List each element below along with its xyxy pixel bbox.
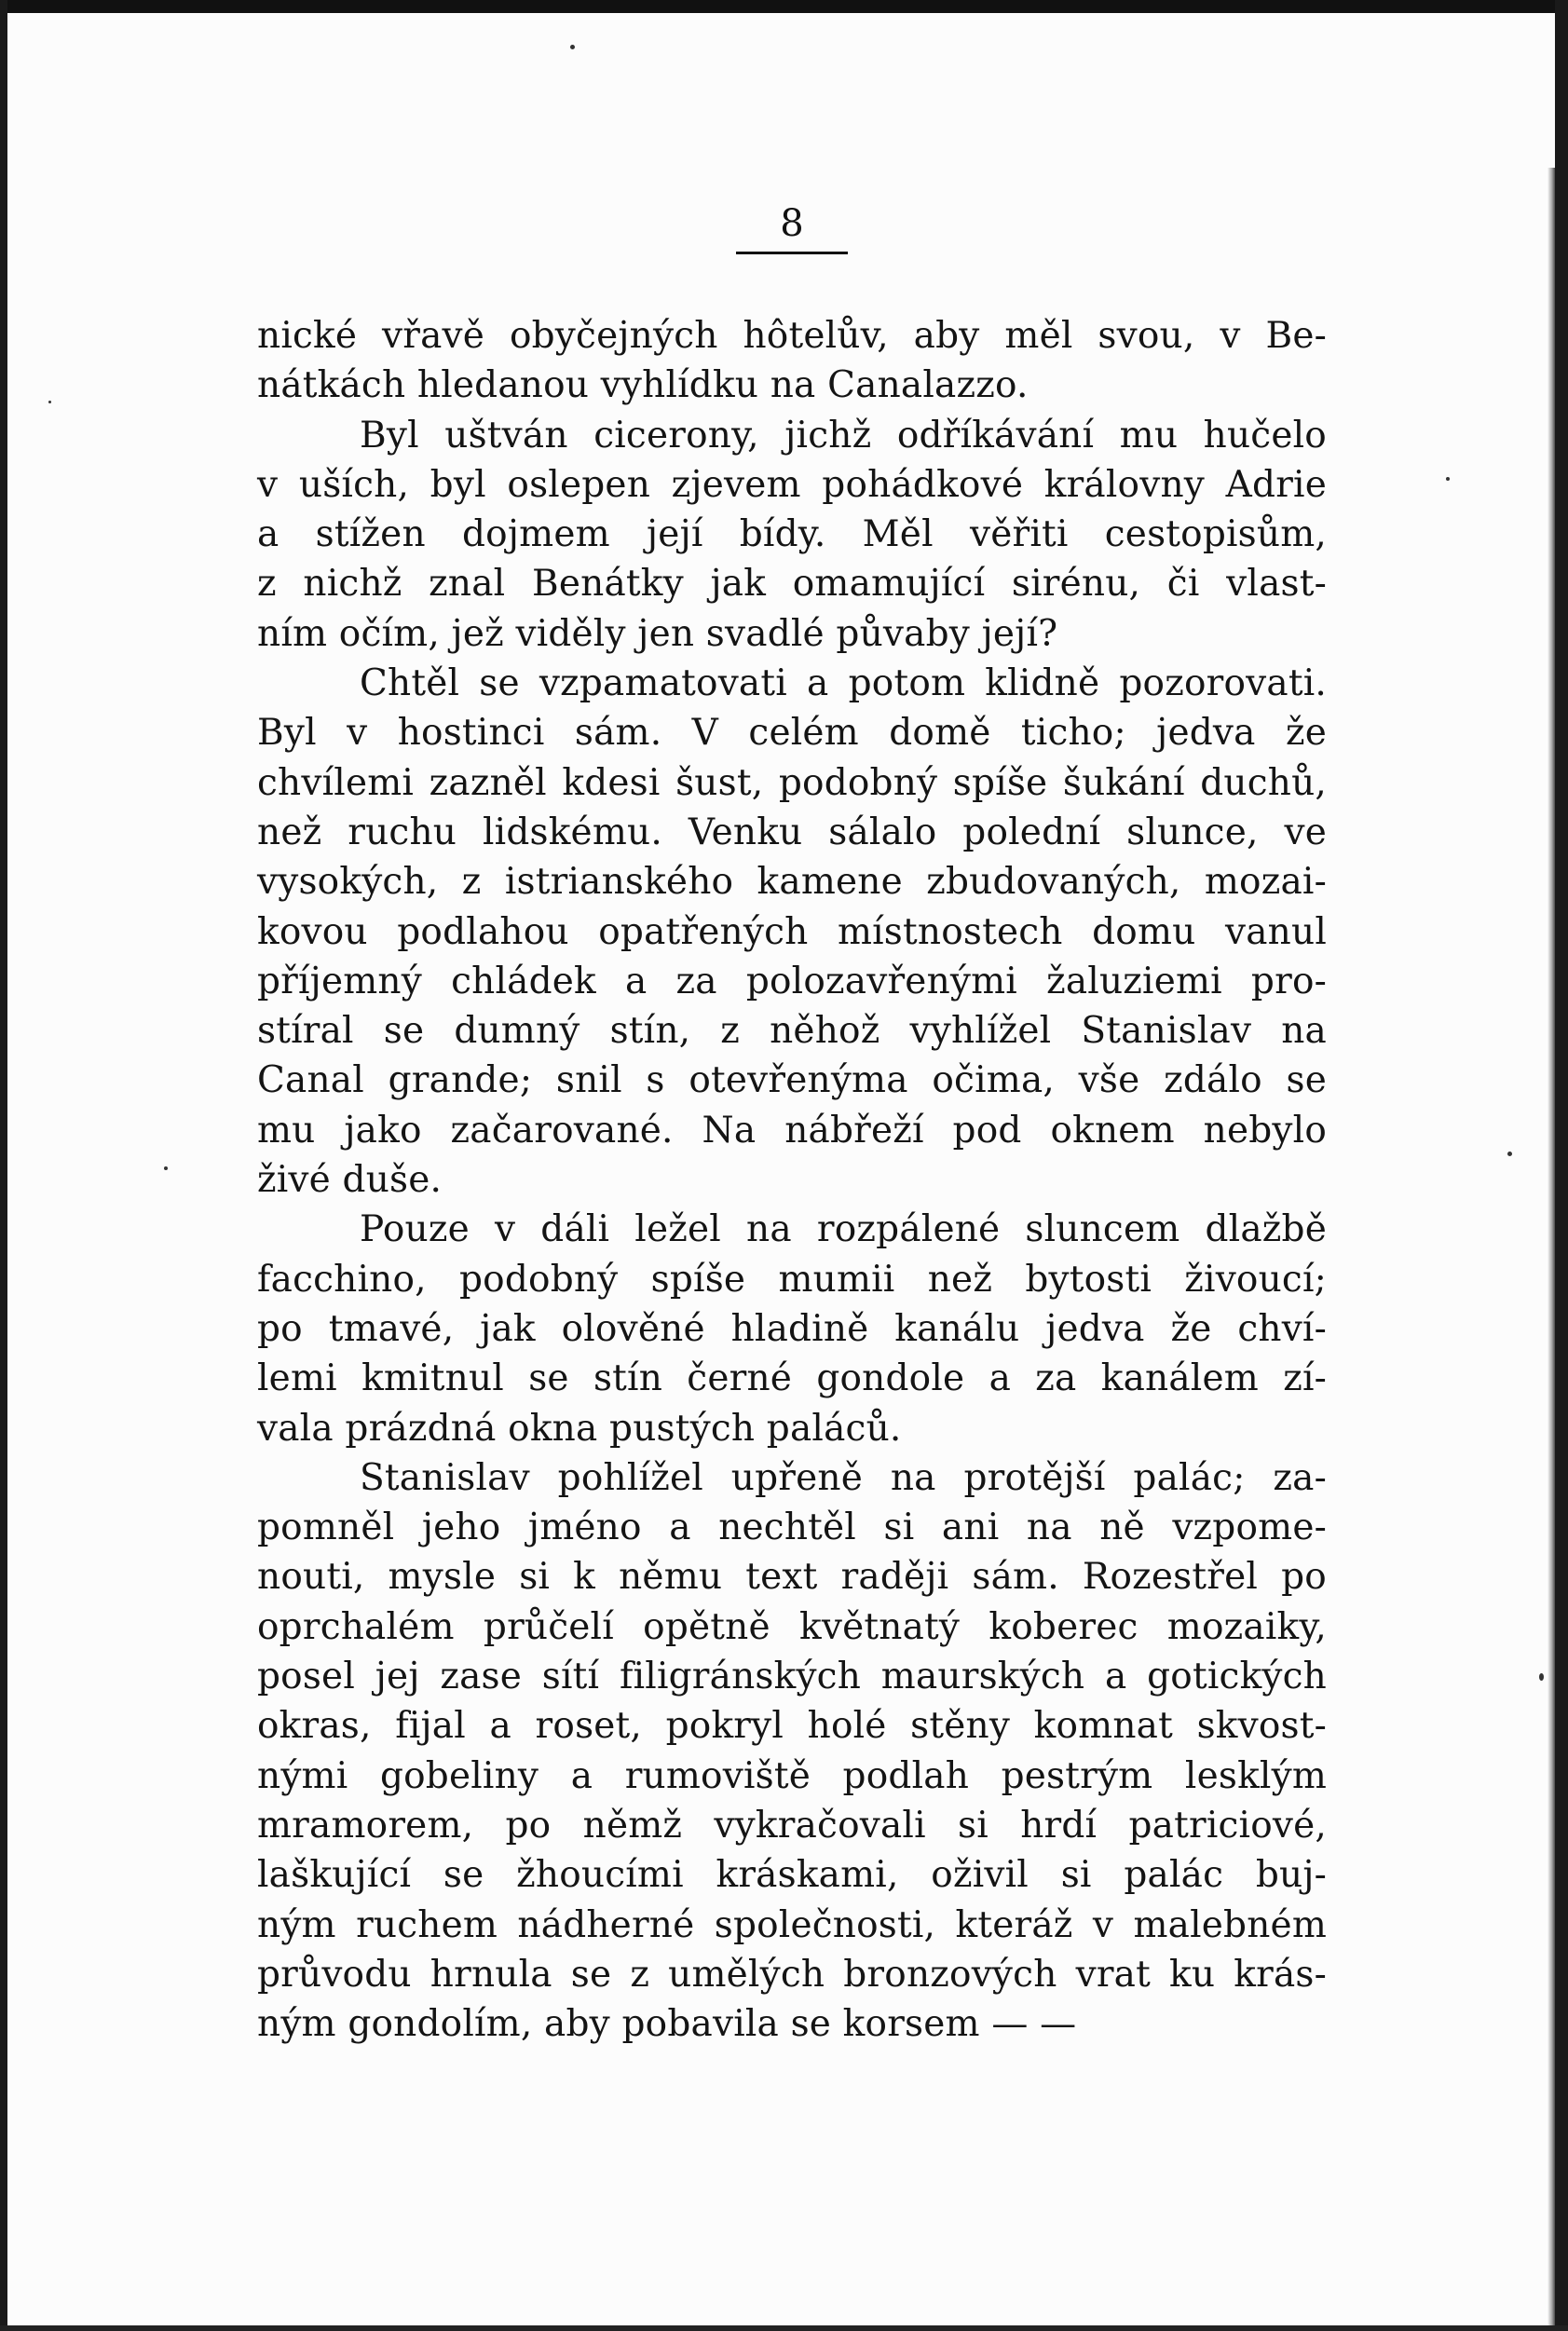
page-binding-shadow [1548, 168, 1555, 2329]
dust-speck [164, 1166, 168, 1170]
text-line: Chtěl se vzpamatovati a potom klidně pozorovati. [360, 662, 1327, 705]
text-line: ným ruchem nádherné společnosti, kteráž v malebném [257, 1903, 1327, 1946]
page-number-rule [736, 252, 848, 254]
text-line: Canal grande; snil s otevřenýma očima, vše zdálo se [257, 1059, 1327, 1102]
dust-speck [1539, 1673, 1544, 1681]
text-line: než ruchu lidskému. Venku sálalo polední slunce, ve [257, 811, 1327, 853]
text-line: z nichž znal Benátky jak omamující sirénu, či vlast- [257, 563, 1327, 606]
text-line: příjemný chládek a za polozavřenými žaluziemi pro- [257, 960, 1327, 1002]
text-line: ním očím, jež viděly jen svadlé půvaby její? [257, 612, 1058, 655]
page-number: 8 [780, 202, 804, 245]
text-line: kovou podlahou opatřených místnostech domu vanul [257, 910, 1327, 953]
text-line: oprchalém průčelí opětně květnatý koberec mozaiky, [257, 1605, 1327, 1648]
text-line: stíral se dumný stín, z něhož vyhlížel Stanislav na [257, 1010, 1327, 1053]
scan-top-edge [0, 0, 1568, 13]
dust-speck [1446, 477, 1450, 481]
text-line: facchino, podobný spíše mumii než bytosti živoucí; [257, 1258, 1327, 1301]
text-line: okras, fijal a roset, pokryl holé stěny komnat skvost- [257, 1705, 1327, 1748]
text-line: chvílemi zazněl kdesi šust, podobný spíše šukání duchů, [257, 761, 1327, 804]
text-line: Byl v hostinci sám. V celém domě ticho; jedva že [257, 712, 1327, 755]
scan-left-edge [0, 0, 7, 2331]
text-line: vala prázdná okna pustých paláců. [257, 1407, 902, 1450]
text-line: laškující se žhoucími kráskami, oživil si palác buj- [257, 1854, 1327, 1897]
body-text [257, 311, 1327, 2049]
page-number-container [736, 201, 848, 246]
text-line: živé duše. [257, 1159, 443, 1202]
text-line: pomněl jeho jméno a nechtěl si ani na ně vzpome- [257, 1506, 1327, 1549]
text-line: v uších, byl oslepen zjevem pohádkové královny Adrie [257, 463, 1327, 506]
text-line: nické vřavě obyčejných hôtelův, aby měl svou, v Be- [257, 315, 1327, 357]
dust-speck [1507, 1152, 1512, 1156]
text-line: Stanislav pohlížel upřeně na protější palác; za- [360, 1456, 1327, 1499]
text-line: po tmavé, jak olověné hladině kanálu jedva že chví- [257, 1307, 1327, 1350]
scan-right-edge [1555, 0, 1568, 2331]
text-line: Pouze v dáli ležel na rozpálené sluncem dlažbě [360, 1208, 1327, 1251]
text-line: mramorem, po němž vykračovali si hrdí patriciové, [257, 1804, 1327, 1847]
text-line: mu jako začarované. Na nábřeží pod oknem nebylo [257, 1109, 1327, 1152]
text-line: Byl uštván cicerony, jichž odříkávání mu hučelo [360, 414, 1327, 457]
text-line: nými gobeliny a rumoviště podlah pestrým lesklým [257, 1754, 1327, 1797]
text-line: vysokých, z istrianského kamene zbudovaných, mozai- [257, 861, 1327, 904]
text-line: průvodu hrnula se z umělých bronzových vrat ku krás- [257, 1953, 1327, 1996]
text-line: nátkách hledanou vyhlídku na Canalazzo. [257, 364, 1029, 407]
text-line: ným gondolím, aby pobavila se korsem — — [257, 2003, 1077, 2046]
text-line: lemi kmitnul se stín černé gondole a za kanálem zí- [257, 1357, 1327, 1400]
dust-speck [570, 45, 575, 49]
scan-bottom-edge [0, 2325, 1568, 2331]
text-line: a stížen dojmem její bídy. Měl věřiti cestopisům, [257, 513, 1327, 556]
dust-speck [48, 401, 51, 403]
text-line: nouti, mysle si k němu text raději sám. Rozestřel po [257, 1556, 1327, 1599]
text-line: posel jej zase sítí filigránských maurských a gotických [257, 1656, 1327, 1698]
